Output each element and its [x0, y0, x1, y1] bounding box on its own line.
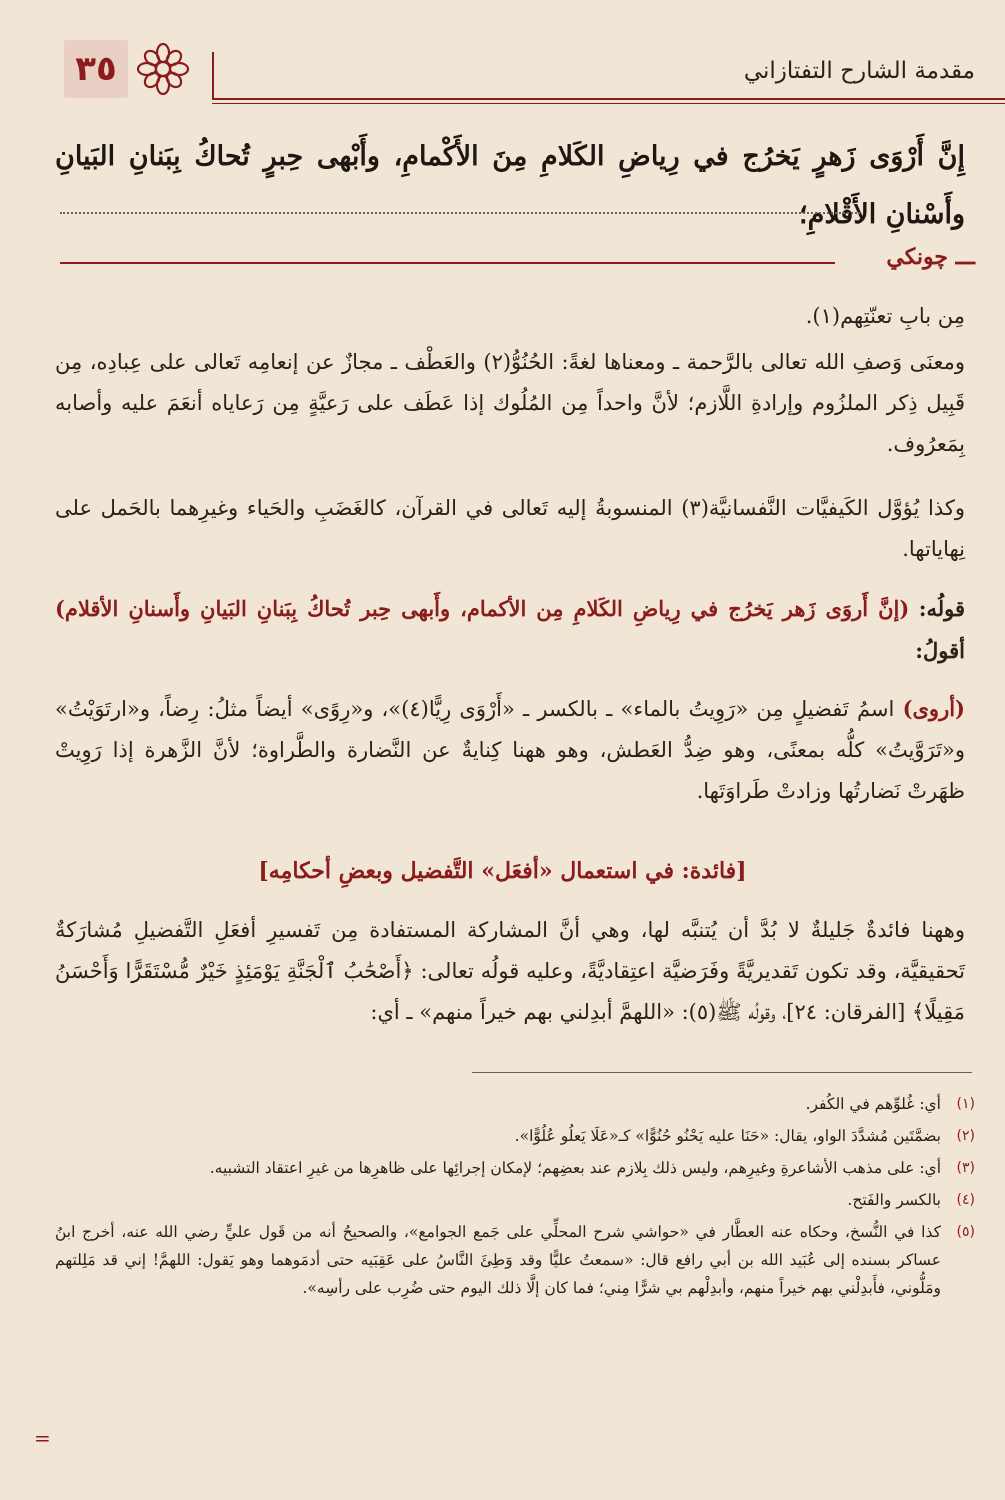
matn-text: [55, 128, 965, 244]
paragraph-2: ومعنَى وَصفِ الله تعالى بالرَّحمة ـ ومعناها لغةً: الحُنُوُّ(٢) والعَطْف ـ مجازٌ عن إنعامِه تَعالى على عِبادِه، مِن قَبِيل ذِكر الملزُوم وإرادةِ اللَّازم؛ لأنَّ واحداً مِن المُلُوك إذا عَطَف على رَعيَّةٍ مِن رَعاياه أنعَمَ عليه وأصابه بِمَعرُوف.: [55, 350, 965, 456]
divider-label: ـــ چونكي: [886, 244, 975, 270]
footnote-rule: [472, 1072, 972, 1073]
footnote-text: بضمَّتَين مُشدَّدَ الواو، يقال: «حَنَا عليه يَحْنُو حُنُوًّا» كـ«عَلَا يَعلُو عُلُوًّا».: [514, 1127, 941, 1145]
footnotes: [55, 1090, 975, 1306]
header-rule: [212, 98, 1005, 100]
footnote-number: (٥): [956, 1224, 975, 1240]
paragraph-4: [55, 588, 965, 672]
page-number: ٣٥: [64, 40, 128, 98]
footnote-text: أي: غُلوِّهم في الكُفر.: [805, 1095, 941, 1113]
header-rule-vertical: [212, 52, 214, 100]
footnote-number: (٤): [956, 1192, 975, 1208]
header-rule-thin: [212, 103, 1005, 104]
matn-line: إِنَّ أَرْوَى زَهرٍ يَخرُج في رِياضِ الكَلامِ مِنَ الأَكْمامِ، وأَبْهى حِبرٍ تُحاكُ بِبَنانِ البَيانِ وأَسْنانِ الأَقْلامِ؛: [55, 141, 965, 230]
term-arwa: (أروى): [902, 696, 965, 721]
footnote: [55, 1090, 975, 1118]
eight-petal-flower-icon: [132, 40, 194, 98]
paragraph-1: مِن بابِ تعنّتِهم(١).: [805, 304, 965, 328]
footnote: [55, 1122, 975, 1150]
footnote: [55, 1154, 975, 1182]
footnote-text: بالكسر والفَتح.: [847, 1191, 941, 1209]
matn-divider: [60, 262, 835, 264]
qawluhu-label: قولُه:: [918, 596, 965, 621]
aqulu-label: أقولُ:: [915, 638, 965, 663]
running-title: مقدمة الشارح التفتازاني: [743, 58, 975, 84]
margin-mark: =: [34, 1426, 51, 1450]
footnote: [55, 1186, 975, 1214]
section-heading: [فائدة: في استعمال «أفعَل» التَّفضيل وبعضِ أحكامِه]: [258, 858, 747, 884]
footnote-text: أي: على مذهب الأشاعرةِ وغيرِهم، وليس ذلك بِلازم عند بعضِهم؛ لإمكان إجرائِها على ظاهرِها من غيرِ اعتقاد التشبيه.: [209, 1159, 941, 1177]
footnote-number: (٢): [956, 1128, 975, 1144]
footnote-number: (١): [956, 1096, 975, 1112]
paragraph-5: [55, 688, 965, 812]
dotted-leader: [60, 212, 860, 214]
paragraph-3: وكذا يُؤوَّل الكَيفيَّات النَّفسانيَّة(٣) المنسوبةُ إليه تَعالى في القرآن، كالغَضَبِ والحَياء وغيرِهما بالحَمل على نِهاياتها.: [55, 496, 965, 561]
footnote-text: كذا في النُّسخ، وحكاه عنه العطَّار في «حواشي شرح المحلِّي على جَمع الجوامع»، والصحيحُ أنه من قَول عليٍّ رضي الله عنه، أخرج ابنُ عساكر بسنده إلى عُبَيد الله بن أبي رافع قال: «سمعتُ عليًّا وقد وَطِئَ النَّاسُ على عَقِبَيه حتى أدمَوهما وهو يَقول: اللهمَّ! إني قد مَلِلتهم ومَلُّوني، فأَبدِلْني بهم خيراً منهم، وأبدِلْهم بي شرًّا مِني؛ فما كان إلَّا ذلك اليوم حتى ضُرِب على رأسِه».: [55, 1223, 941, 1297]
footnote: [55, 1218, 975, 1302]
paragraph-6: وههنا فائدةٌ جَليلةٌ لا بُدَّ أن يُتنبَّه لها، وهي أنَّ المشاركة المستفادة مِن تَفسيرِ أفعَلِ التَّفضيلِ مُشارَكةٌ تَحقيقيَّة، وقد تكون تَقديريَّةً وفَرَضيَّة اعتِقاديَّةً، وعليه قولُه تعالى: ﴿أَصْحَٰبُ ٱلْجَنَّةِ يَوْمَئِذٍ خَيْرٌ مُّسْتَقَرًّا وَأَحْسَنُ مَقِيلًا﴾ [الفرقان: ٢٤]، وقولُه ﷺ(٥): «اللهمَّ أبدِلني بهم خيراً منهم» ـ أي:: [55, 918, 965, 1024]
footnote-number: (٣): [956, 1160, 975, 1176]
matn-quote: (إنَّ أَروَى زَهر يَخرُج في رِياضِ الكَلامِ مِن الأكمام، وأَبهى حِبر تُحاكُ بِبَنانِ البَيانِ وأَسنانِ الأقلام): [55, 596, 910, 621]
paragraph-5-text: اسمُ تَفضيلٍ مِن «رَوِيتُ بالماء» ـ بالكسر ـ «أَرْوَى رِيًّا(٤)»، و«رِوًى» أيضاً مثلُ: رِضاً، و«ارتَوَيْتُ» و«تَرَوَّيتُ» كلُّه بمعنًى، وهو ضِدُّ العَطش، وهو ههنا كِنايةٌ عن النَّضارة والطَّراوة؛ لأنَّ الزَّهرة إذا رَوِيتْ ظهَرتْ نَضارتُها وزادتْ طَراوَتَها.: [55, 697, 965, 803]
